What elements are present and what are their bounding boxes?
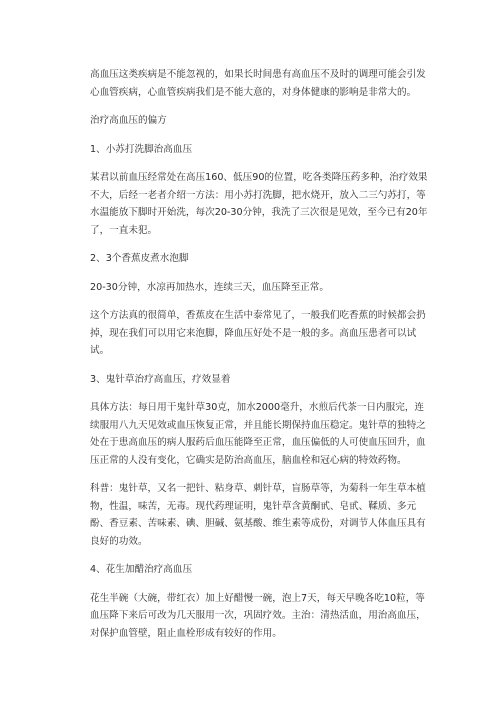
remedy-3-paragraph: 具体方法：每日用干鬼针草30克，加水2000毫升，水煎后代茶一日内服完，连续服用八九天见效或血压恢复正常，并且能长期保持血压稳定。鬼针草的独特之处在于患高血压的病人服药后血压能降至正常，血压偏低的人可使血压回升，血压正常的人没有变化，它确实是防治高血压，脑血栓和冠心病的特效药物。 [90,402,426,466]
remedy-4-heading: 4、花生加醋治疗高血压 [90,564,193,575]
remedy-3-heading: 3、鬼针草治疗高血压，疗效显着 [90,373,231,385]
remedy-1-paragraph: 某君以前血压经常处在高压160、低压90的位置，吃各类降压药多种，治疗效果不大，后经一老者介绍一方法：用小苏打洗脚，把水烧开，放入二三勺苏打，等水温能放下脚时开始洗，每次20-30分钟，我洗了三次很是见效，至今已有20年了，一直未犯。 [90,172,428,236]
remedy-1-heading: 1、小苏打洗脚治高血压 [90,143,193,155]
intro-paragraph: 高血压这类疾病是不能忽视的，如果长时间患有高血压不及时的调理可能会引发心血管疾病，心血管疾病我们是不能大意的，对身体健康的影响是非常大的。 [90,69,426,98]
remedy-2-paragraph: 20-30分钟，水凉再加热水，连续三天，血压降至正常。 [90,281,329,293]
remedy-4-paragraph: 花生半碗（大碗，带红衣）加上好醋慢一碗，泡上7天，每天早晚各吃10粒，等血压降下来后可改为几天服用一次，巩固疗效。主治：清热活血，用治高血压，对保护血管壁，阻止血栓形成有较好的作用。 [90,592,426,639]
document-body [90,66,432,653]
section-title: 治疗高血压的偏方 [90,115,167,126]
remedy-2-heading: 2、3个香蕉皮煮水泡脚 [90,253,189,264]
remedy-3-science-paragraph: 科普：鬼针草，又名一把针、粘身草、刺针草，盲肠草等，为菊科一年生草本植物，性温，味苦，无毒。现代药理证明，鬼针草含黄酮甙、皂甙、鞣质、多元酚、香豆素、苦味素、碘、胆碱、氨基酸、维生素等成份，对调节人体血压具有良好的功效。 [90,483,426,547]
remedy-2-note-paragraph: 这个方法真的很简单，香蕉皮在生活中泰常见了，一般我们吃香蕉的时候都会扔掉，现在我们可以用它来泡脚，降血压好处不是一般的多。高血压患者可以试试。 [90,310,426,356]
